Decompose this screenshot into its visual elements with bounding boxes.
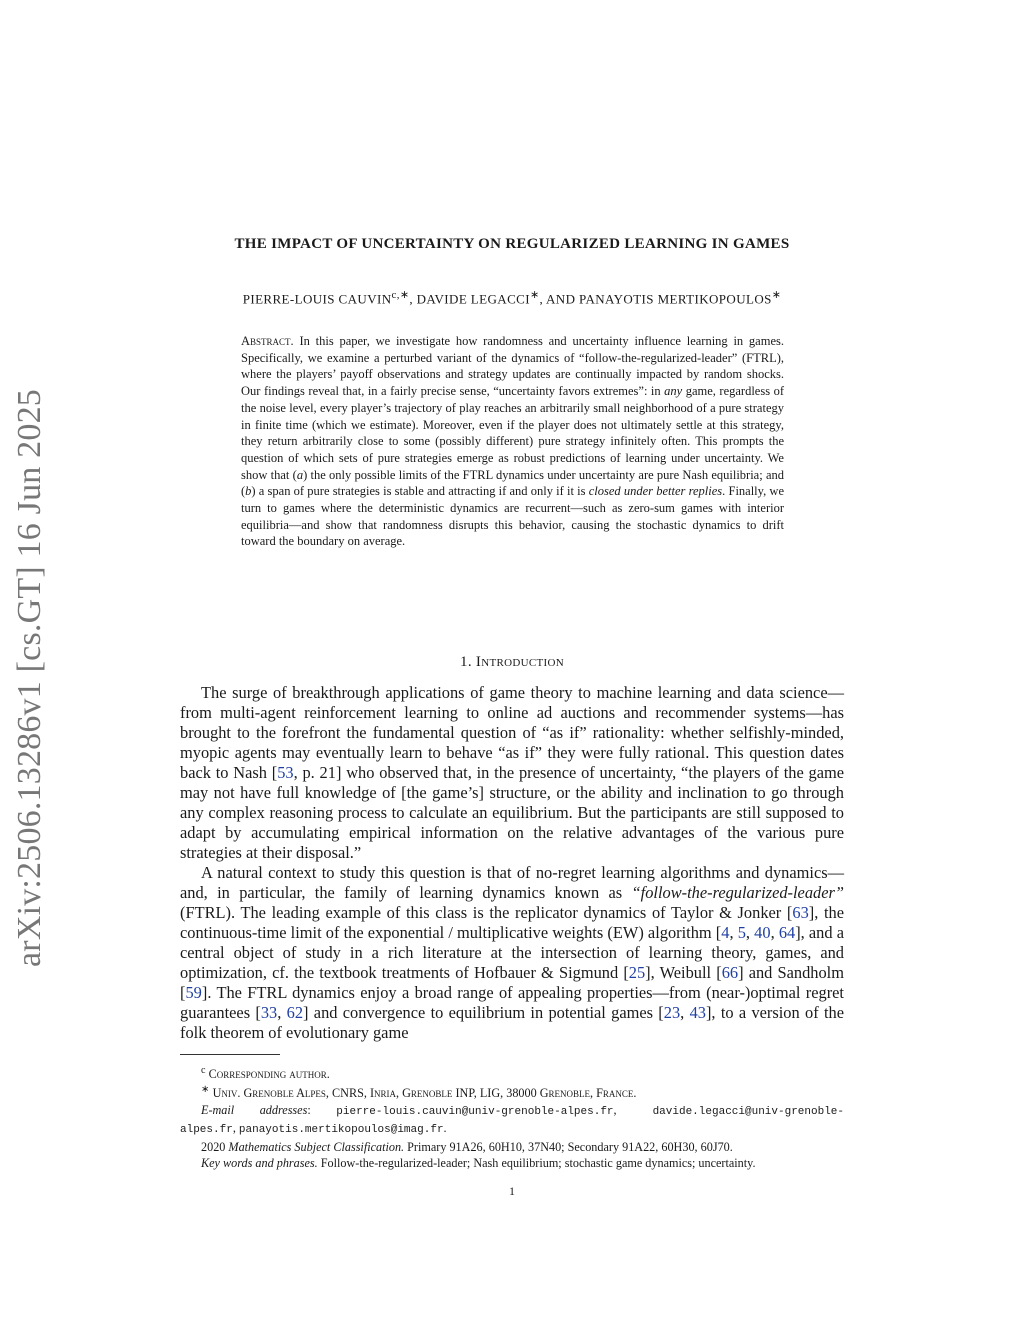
abstract-emph: a [296, 467, 304, 482]
text-run: , [680, 1003, 690, 1022]
author-1-marks: c,∗ [391, 289, 410, 301]
text-run: , [770, 923, 779, 942]
section-title: Introduction [475, 654, 564, 670]
text-run: ] and convergence to equilibrium in potential games [ [303, 1003, 664, 1022]
footnote-text: : [307, 1102, 337, 1117]
footnote-keywords [180, 1155, 844, 1171]
citation-link[interactable]: 33 [260, 1003, 278, 1022]
citation-link[interactable]: 5 [737, 923, 746, 942]
text-run: ], Weibull [ [645, 963, 722, 982]
author-list [0, 288, 1024, 307]
text-run: , [745, 923, 755, 942]
text-emph: “follow-the-regularized-leader” [631, 883, 844, 902]
email-label: E-mail addresses [201, 1102, 308, 1117]
footnote-text: Follow-the-regularized-leader; Nash equilibrium; stochastic game dynamics; uncertainty. [317, 1156, 756, 1171]
text-run: ], the continuous-time limit of the exponential / multiplicative weights (EW) algorithm [ [180, 903, 844, 942]
text-run: ]. The FTRL dynamics enjoy a broad range of appealing properties—from (near-)optimal regret guarantees [ [180, 983, 844, 1022]
arxiv-stamp [5, 372, 55, 984]
text-run: (FTRL). The leading example of this class is the replicator dynamics of Taylor & Jonker [ [180, 903, 793, 922]
keywords-label: Key words and phrases. [201, 1156, 318, 1171]
paragraph [180, 863, 844, 1043]
footnote-text: Corresponding author. [205, 1067, 330, 1082]
email-link[interactable]: panayotis.mertikopoulos@imag.fr [238, 1124, 444, 1137]
citation-link[interactable]: 43 [689, 1003, 706, 1022]
footnote-text: , [613, 1102, 617, 1117]
citation-link[interactable]: 62 [286, 1003, 304, 1022]
section-number: 1. [460, 654, 476, 670]
citation-link[interactable]: 40 [754, 923, 771, 942]
abstract-emph: closed under better replies [588, 484, 723, 499]
text-run: The surge of breakthrough applications of game theory to machine learning and data science—from multi-agent reinforcement learning to online ad auctions and recommender systems—has brought to the forefront the fundamental question of “as if” rationality: whether selfishly-minded, myopic agents may eventually learn to behave “as if” they were fully rational. This question dates back to Nash [ [180, 683, 844, 782]
citation-link[interactable]: 66 [721, 963, 739, 982]
text-run: ], to a version of the folk theorem of evolutionary game [180, 1003, 844, 1042]
abstract-emph: b [245, 484, 252, 499]
citation-link[interactable]: 64 [778, 923, 796, 942]
citation-link[interactable]: 63 [792, 903, 809, 922]
text-run: ] and Sandholm [ [180, 963, 844, 1002]
footnote-mark: ∗ [201, 1084, 210, 1096]
abstract-text: game, regardless of the noise level, every player’s trajectory of play reaches an arbitrarily small neighborhood of a pure strategy in finite time (which we estimate). Moreover, even if the player does not ultimately settle at this strategy, they return arbitrarily close to some (possibly different) pure strategy infinitely often. This prompts the question of which sets of pure strategies emerge as robust predictions of learning under uncertainty. We show that ( [241, 384, 785, 482]
citation-link[interactable]: 23 [663, 1003, 681, 1022]
author-2-marks: ∗ [529, 289, 540, 301]
arxiv-stamp-text: arXiv:2506.13286v1 [cs.GT] 16 Jun 2025 [11, 389, 48, 967]
abstract [241, 333, 784, 550]
footnote-msc [180, 1139, 844, 1155]
footnote-mark: c [201, 1065, 206, 1076]
text-run: , [729, 923, 738, 942]
citation-link[interactable]: 25 [628, 963, 646, 982]
text-run: , p. 21] who observed that, in the presence of uncertainty, “the players of the game may not have full knowledge of [the game’s] structure, or the ability and inclination to go through any complex reasoning process to calculate an equilibrium. But the participants are still supposed to adapt by accumulating empirical information on the relative advantages of the various pure strategies at their disposal.” [180, 763, 844, 862]
footnote-emails [180, 1102, 844, 1139]
footnote-affiliation [180, 1082, 844, 1101]
abstract-text: ) the only possible limits of the FTRL dynamics under uncertainty are pure Nash equilibria; and ( [241, 467, 785, 499]
text-run: , [277, 1003, 287, 1022]
section-heading [0, 654, 1024, 671]
abstract-label: Abstract. [241, 334, 294, 348]
text-run: A natural context to study this question is that of no-regret learning algorithms and dynamics—and, in particular, the family of learning dynamics known as [180, 863, 844, 902]
citation-link[interactable]: 4 [721, 923, 730, 942]
text-run: ], and a central object of study in a rich literature at the intersection of learning theory, games, and optimization, cf. the textbook treatments of Hofbauer & Sigmund [ [180, 923, 844, 982]
footnote-text: 2020 [201, 1139, 229, 1154]
citation-link[interactable]: 59 [185, 983, 202, 1002]
footnote-text: , [232, 1121, 236, 1136]
footnote-text: Univ. Grenoble Alpes, CNRS, Inria, Grenoble INP, LIG, 38000 Grenoble, France. [209, 1086, 637, 1101]
footnote-rule [180, 1054, 280, 1055]
email-link[interactable]: pierre-louis.cauvin@univ-grenoble-alpes.fr [336, 1105, 614, 1118]
author-3-marks: ∗ [771, 289, 782, 301]
footnote-corresponding [180, 1063, 844, 1082]
abstract-emph: any [664, 384, 683, 399]
footnotes [180, 1063, 844, 1172]
footnote-text: Primary 91A26, 60H10, 37N40; Secondary 91A22, 60H30, 60J70. [404, 1139, 733, 1154]
body-text [180, 683, 844, 1043]
abstract-text: . Finally, we turn to games where the deterministic dynamics are recurrent—such as zero-sum games with interior equilibria—and show that randomness disrupts this behavior, causing the stochastic dynamics to drift toward the boundary on average. [241, 484, 784, 549]
page-number: 1 [509, 1184, 515, 1198]
footnote-text: . [443, 1121, 447, 1136]
abstract-text: ) a span of pure strategies is stable and attracting if and only if it is [251, 484, 589, 499]
paper-title: THE IMPACT OF UNCERTAINTY ON REGULARIZED LEARNING IN GAMES [234, 236, 790, 252]
paragraph [180, 683, 844, 863]
abstract-text: In this paper, we investigate how randomness and uncertainty influence learning in games. Specifically, we examine a perturbed variant of the dynamics of “follow-the-regularized-leader” (FTRL), where the players’ payoff observations and strategy updates are continually impacted by random shocks. Our findings reveal that, in a fairly precise sense, “uncertainty favors extremes”: in [241, 334, 784, 399]
author-2: , DAVIDE LEGACCI [409, 291, 530, 307]
email-link[interactable]: davide.legacci@univ-grenoble-alpes.fr [180, 1105, 845, 1137]
citation-link[interactable]: 53 [277, 763, 294, 782]
author-3: , AND PANAYOTIS MERTIKOPOULOS [539, 291, 772, 307]
msc-label: Mathematics Subject Classification. [228, 1139, 405, 1154]
author-1: PIERRE-LOUIS CAUVIN [242, 291, 392, 307]
